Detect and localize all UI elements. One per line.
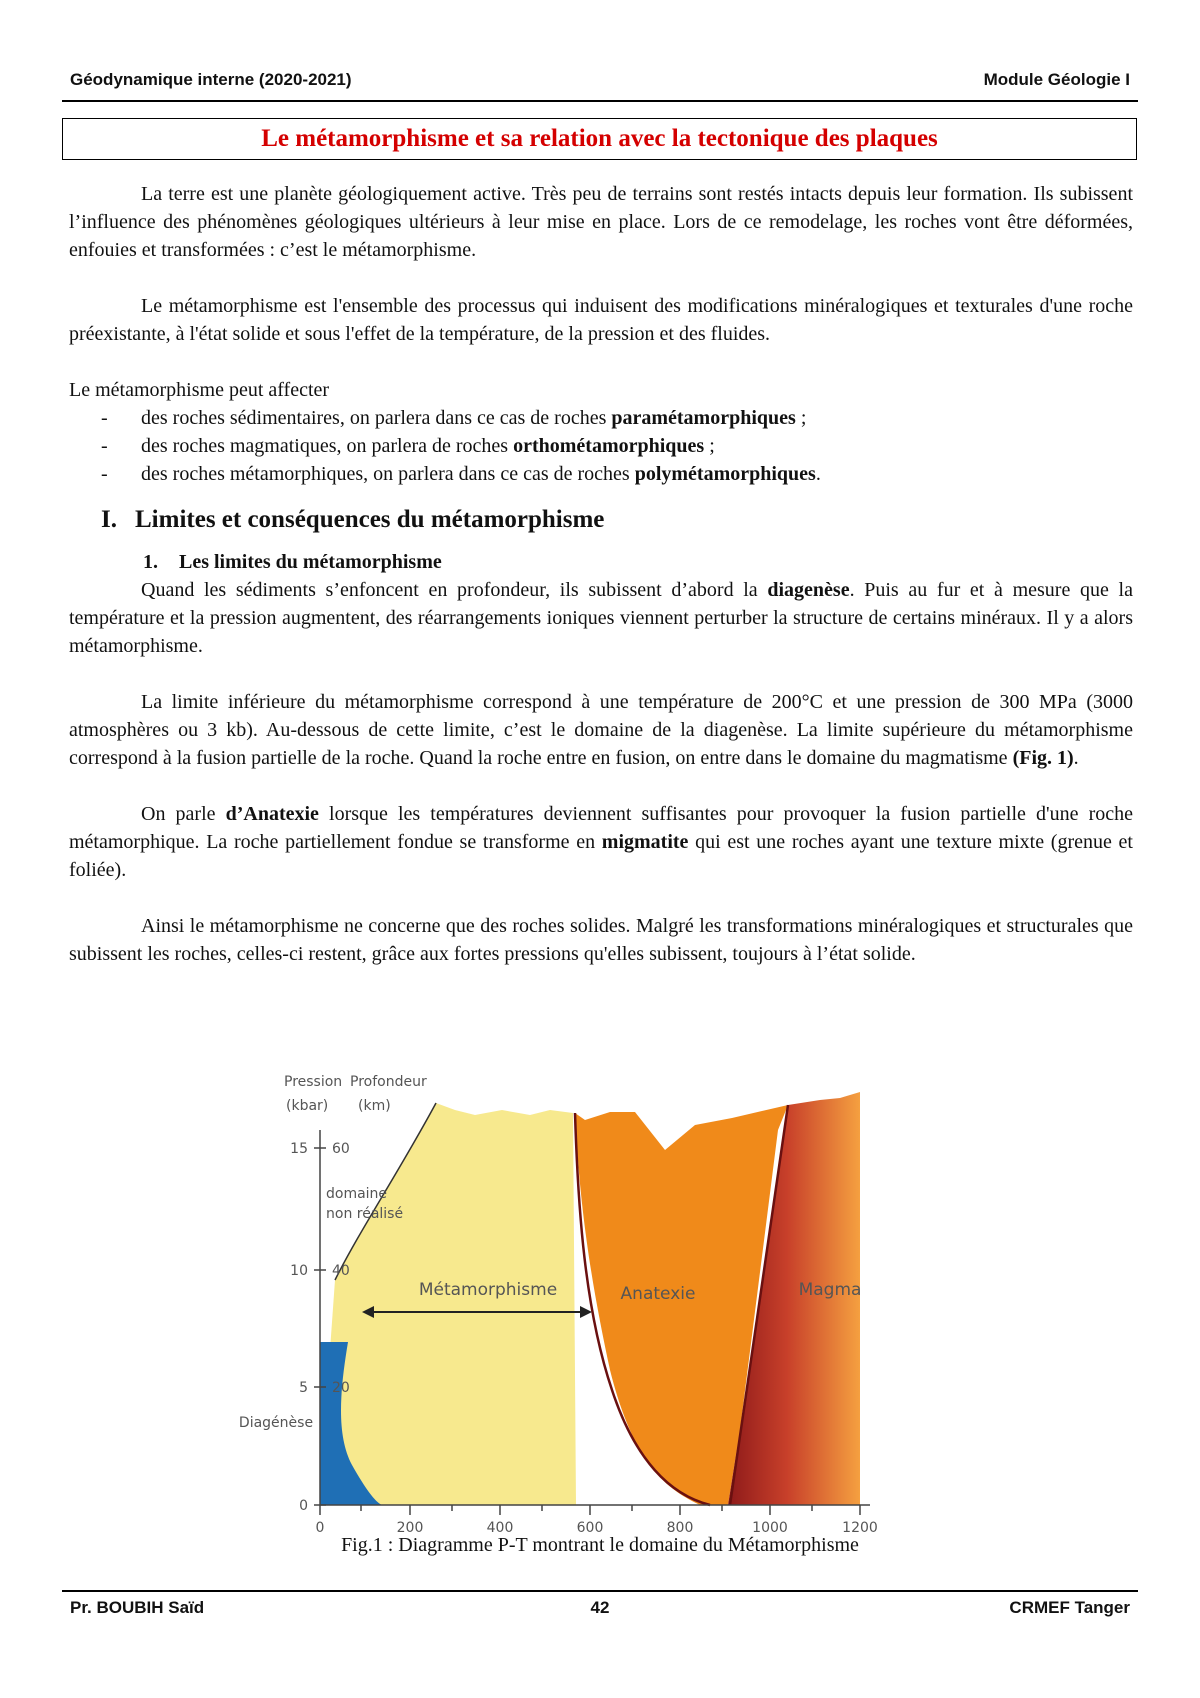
institution: CRMEF Tanger [1009,1598,1130,1617]
list-item: - des roches métamorphiques, on parlera dans ce cas de roches polymétamorphiques. [69,460,1133,488]
label-metamorphism: Métamorphisme [418,1280,558,1300]
section-paragraph-2: La limite inférieure du métamorphisme correspond à une température de 200°C et une pression de 300 MPa (3000 atmosphères ou 3 kb). Au-dessous de cette limite, c’est le domaine de la diagenèse. La limite supérieure du métamorphisme correspond à la fusion partielle de la roche. Quand la roche entre en fusion, on entre dans le domaine du magmatisme (Fig. 1). [69,691,1133,769]
document-body [69,180,1133,968]
module-name: Module Géologie I [983,70,1130,89]
header-rule [62,100,1138,102]
course-name: Géodynamique interne (2020-2021) [70,70,352,89]
arrow-head-right [580,1306,592,1318]
y-tick-label: 5 [299,1380,308,1396]
pressure-axis-title: Pression [284,1074,343,1090]
term-parametamorphiques: paramétamorphiques [611,407,796,429]
depth-axis-title: Profondeur [350,1074,427,1090]
term-polymetamorphiques: polymétamorphiques [634,463,816,485]
pt-diagram [238,1070,960,1536]
page-header [62,70,1138,98]
intro-paragraph-1: La terre est une planète géologiquement active. Très peu de terrains sont restés intacts depuis leur formation. Ils subissent l’influence des phénomènes géologiques ultérieurs à leur mise en place. Lors de ce remodelage, les roches vont être déformées, enfouies et transformées : c’est le métamorphisme. [69,183,1133,261]
depth-tick-label: 20 [332,1380,350,1396]
section-heading: I. Limites et conséquences du métamorphisme [101,506,605,533]
label-anatexie: Anatexie [620,1284,696,1304]
x-tick-label: 0 [315,1520,325,1536]
x-tick-label: 1000 [752,1520,788,1536]
list-dash: - [101,407,108,429]
list-item: - des roches magmatiques, on parlera de roches orthométamorphiques ; [69,432,1133,460]
list-item: - des roches sédimentaires, on parlera dans ce cas de roches paramétamorphiques ; [69,404,1133,432]
label-magma: Magma [798,1280,862,1300]
list-dash: - [101,435,108,457]
section-paragraph-3: On parle d’Anatexie lorsque les températures deviennent suffisantes pour provoquer la fusion partielle d'une roche métamorphique. La roche partiellement fondue se transforme en migmatite qui est une roches ayant une texture mixte (grenue et foliée). [69,803,1133,881]
y-tick-label: 0 [299,1498,308,1514]
x-tick-label: 400 [486,1520,514,1536]
document-title-box [62,118,1137,160]
metamorphism-area [330,1103,576,1505]
label-unrealized-domain-2: non réalisé [326,1206,404,1222]
footer-rule [62,1590,1138,1592]
depth-tick-label: 60 [332,1141,350,1157]
label-unrealized-domain: domaine [326,1186,388,1202]
x-tick-label: 200 [396,1520,424,1536]
section-paragraph-4: Ainsi le métamorphisme ne concerne que des roches solides. Malgré les transformations minéralogiques et structurales que subissent les roches, celles-ci restent, grâce aux fortes pressions qu'elles subissent, toujours à l’état solide. [69,915,1133,965]
term-orthometamorphiques: orthométamorphiques [513,435,705,457]
label-diagenese: Diagénèse [238,1415,314,1431]
page-number: 42 [590,1598,610,1617]
intro-paragraph-2: Le métamorphisme est l'ensemble des processus qui induisent des modifications minéralogiques et texturales d'une roche préexistante, à l'état solide et sous l'effet de la température, de la pression et des fluides. [69,295,1133,345]
author: Pr. BOUBIH Saïd [70,1598,205,1617]
figure-caption: Fig.1 : Diagramme P-T montrant le domaine du Métamorphisme [341,1534,859,1556]
y-tick-label: 10 [290,1263,308,1279]
depth-tick-label: 40 [332,1263,350,1279]
y-tick-label: 15 [290,1141,308,1157]
list-dash: - [101,463,108,485]
x-tick-label: 1200 [842,1520,878,1536]
depth-axis-unit: (km) [358,1098,391,1114]
x-tick-label: 600 [576,1520,604,1536]
page-footer [62,1598,1138,1626]
intro-paragraph-3: Le métamorphisme peut affecter [69,379,330,401]
subsection-heading: 1. Les limites du métamorphisme [143,551,442,573]
section-paragraph-1: Quand les sédiments s’enfoncent en profondeur, ils subissent d’abord la diagenèse. Puis au fur et à mesure que la température et la pression augmentent, des réarrangements ioniques viennent perturber la structure de certains minéraux. Il y a alors métamorphisme. [69,579,1133,657]
x-tick-label: 800 [666,1520,694,1536]
pressure-axis-unit: (kbar) [286,1098,329,1114]
document-title: Le métamorphisme et sa relation avec la tectonique des plaques [261,125,938,152]
